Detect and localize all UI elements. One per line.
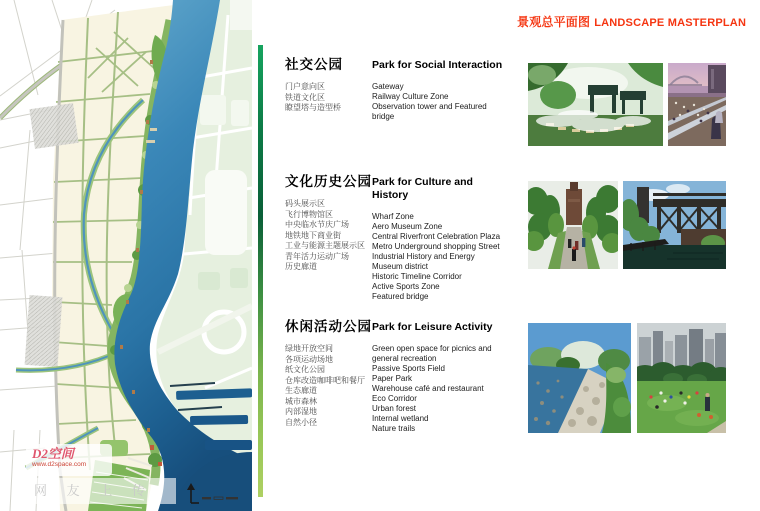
page-title-en: LANDSCAPE MASTERPLAN <box>594 17 747 30</box>
list-item: 内部湿地 <box>285 407 317 416</box>
section-title-zh: 文化历史公园 <box>285 174 372 189</box>
list-item: 工业与能源主题展示区 <box>285 241 365 250</box>
list-item: 地铁地下商业街 <box>285 230 341 240</box>
watermark-logo: D2空间 <box>32 446 74 461</box>
list-item: Nature trails <box>372 424 416 433</box>
list-item: 门户意向区 <box>285 82 325 91</box>
list-item: 铁道文化区 <box>285 92 325 102</box>
page-title <box>517 13 746 30</box>
page-title-zh: 景观总平面图 <box>517 15 591 30</box>
green-divider-bar <box>258 45 263 497</box>
map-drawing <box>0 0 252 511</box>
list-item: Railway Culture Zone <box>372 92 449 101</box>
section-title-en: Park for Culture and History <box>372 176 473 201</box>
section-list-zh <box>285 199 372 273</box>
list-item: Wharf Zone <box>372 212 414 221</box>
section-title-zh: 休闲活动公园 <box>285 319 372 334</box>
watermark-caption: 网 友 上 传 <box>24 478 176 504</box>
section-title-en: Park for Social Interaction <box>372 59 503 71</box>
photo-city-park-lawn <box>637 323 726 433</box>
section-list-zh <box>285 344 372 428</box>
list-item: Warehouse café and restaurant <box>372 384 484 393</box>
list-item: Active Sports Zone <box>372 282 440 291</box>
list-item: Passive Sports Field <box>372 364 445 373</box>
list-item: 仓库改造咖啡吧和餐厅 <box>285 375 365 385</box>
list-item: 历史廊道 <box>285 262 317 271</box>
list-item: 码头展示区 <box>285 199 325 208</box>
list-item: 生态廊道 <box>285 386 317 395</box>
list-item: Observation tower and Featured bridge <box>372 102 487 121</box>
section-list-zh <box>285 82 372 114</box>
section-title-zh: 社交公园 <box>285 57 343 72</box>
list-item: Eco Corridor <box>372 394 417 403</box>
list-item: Featured bridge <box>372 292 429 301</box>
section-culture-history-park <box>285 174 517 302</box>
section-title-en: Park for Leisure Activity <box>372 321 493 333</box>
list-item: Aero Museum Zone <box>372 222 443 231</box>
list-item: Industrial History and Energy Museum district <box>372 252 475 271</box>
list-item: Paper Park <box>372 374 413 383</box>
list-item: 中央临水节庆广场 <box>285 220 349 229</box>
list-item: Green open space for picnics and general recreation <box>372 344 492 363</box>
section-list-en <box>372 344 505 434</box>
list-item: 自然小径 <box>285 417 317 427</box>
list-item: Urban forest <box>372 404 417 413</box>
list-item: 青年活力运动广场 <box>285 251 349 261</box>
list-item: 绿地开放空间 <box>285 344 333 353</box>
list-item: 瞭望塔与造型桥 <box>285 103 341 112</box>
list-item: 飞行博物馆区 <box>285 209 333 219</box>
scale-bar-icon <box>202 497 238 499</box>
masterplan-map <box>0 0 252 511</box>
section-list-en <box>372 212 505 302</box>
watermark-url: www.d2space.com <box>32 461 87 468</box>
list-item: Internal wetland <box>372 414 429 423</box>
photo-canal-steel-truss <box>623 181 726 269</box>
list-item: 纸文化公园 <box>285 365 325 374</box>
photo-tree-lined-path-furnace <box>528 181 618 269</box>
list-item: Metro Underground shopping Street <box>372 242 500 251</box>
list-item: 各项运动场地 <box>285 354 333 364</box>
watermark <box>26 444 112 476</box>
list-item: Historic Timeline Corridor <box>372 272 462 281</box>
section-leisure-park <box>285 319 517 434</box>
section-list-en <box>372 82 505 122</box>
photo-rocky-lakeshore <box>528 323 631 433</box>
photo-mist-garden-gantry <box>528 63 663 146</box>
photo-riverfront-steps-dusk <box>668 63 726 146</box>
list-item: 城市森林 <box>285 396 317 406</box>
list-item: Gateway <box>372 82 404 91</box>
list-item: Central Riverfront Celebration Plaza <box>372 232 501 241</box>
north-arrow-icon <box>186 482 242 508</box>
section-social-park <box>285 57 517 122</box>
